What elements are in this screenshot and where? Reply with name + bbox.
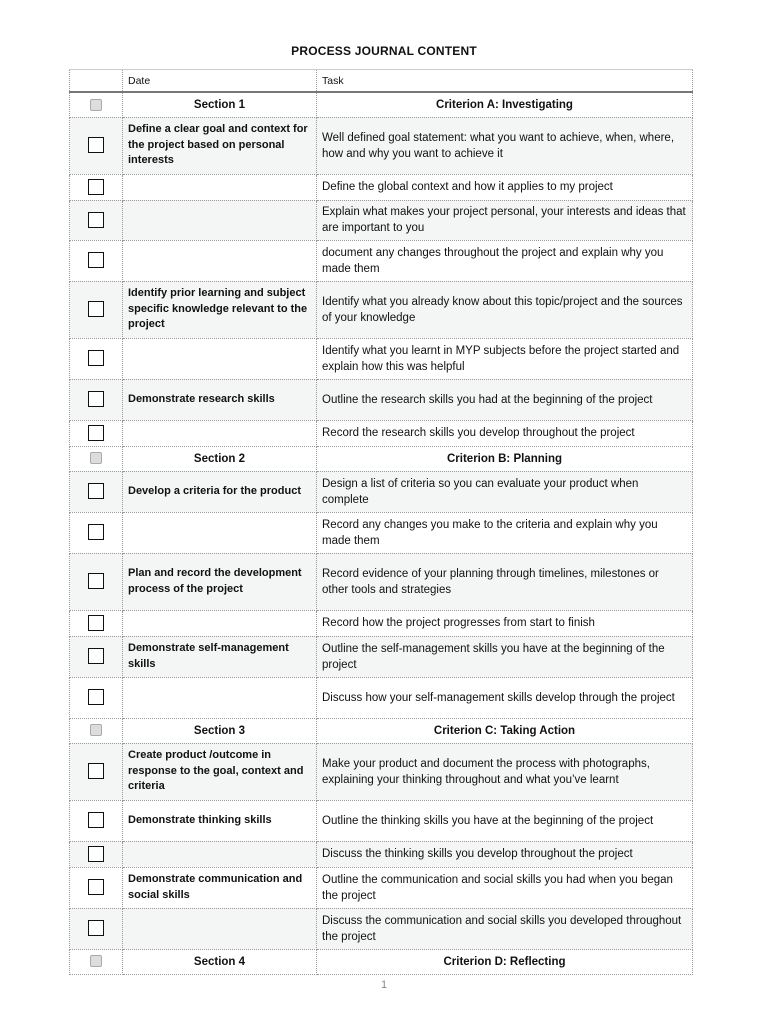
date-cell (123, 677, 317, 718)
checkbox-cell (70, 92, 123, 117)
task-cell: document any changes throughout the project and explain why you made them (317, 240, 693, 281)
date-cell: Demonstrate communication and social skills (123, 867, 317, 908)
task-cell: Outline the research skills you had at the beginning of the project (317, 379, 693, 420)
table-row (70, 174, 693, 200)
task-checkbox[interactable] (88, 763, 104, 779)
task-cell: Record how the project progresses from start to finish (317, 610, 693, 636)
date-cell: Define a clear goal and context for the project based on personal interests (123, 117, 317, 174)
header-task: Task (317, 70, 693, 93)
task-cell: Explain what makes your project personal, your interests and ideas that are important to you (317, 200, 693, 240)
date-cell (123, 200, 317, 240)
task-checkbox[interactable] (88, 391, 104, 407)
criterion-label: Criterion A: Investigating (317, 92, 693, 117)
date-cell (123, 512, 317, 553)
task-cell: Discuss the communication and social skills you developed throughout the project (317, 908, 693, 949)
date-cell (123, 338, 317, 379)
date-cell: Identify prior learning and subject specific knowledge relevant to the project (123, 281, 317, 338)
section-label: Section 1 (123, 92, 317, 117)
criterion-label: Criterion B: Planning (317, 446, 693, 471)
checkbox-cell (70, 379, 123, 420)
criterion-label: Criterion C: Taking Action (317, 718, 693, 743)
table-header-row (70, 70, 693, 93)
page-title: PROCESS JOURNAL CONTENT (291, 44, 477, 58)
section-checkbox[interactable] (90, 724, 102, 736)
checkbox-cell (70, 174, 123, 200)
task-checkbox[interactable] (88, 846, 104, 862)
checkbox-cell (70, 677, 123, 718)
checkbox-cell (70, 338, 123, 379)
table-row (70, 743, 693, 800)
checkbox-cell (70, 471, 123, 512)
task-checkbox[interactable] (88, 573, 104, 589)
table-row (70, 420, 693, 446)
table-row (70, 841, 693, 867)
checkbox-cell (70, 512, 123, 553)
date-cell: Demonstrate research skills (123, 379, 317, 420)
table-row (70, 553, 693, 610)
header-check-cell (70, 70, 123, 93)
checkbox-cell (70, 743, 123, 800)
checkbox-cell (70, 867, 123, 908)
checkbox-cell (70, 446, 123, 471)
section-checkbox[interactable] (90, 99, 102, 111)
task-checkbox[interactable] (88, 648, 104, 664)
section-row (70, 718, 693, 743)
table-row (70, 200, 693, 240)
date-cell (123, 240, 317, 281)
section-row (70, 92, 693, 117)
task-cell: Identify what you already know about this topic/project and the sources of your knowledge (317, 281, 693, 338)
task-checkbox[interactable] (88, 301, 104, 317)
task-checkbox[interactable] (88, 252, 104, 268)
criterion-label: Criterion D: Reflecting (317, 949, 693, 974)
task-cell: Record evidence of your planning through timelines, milestones or other tools and strategies (317, 553, 693, 610)
task-checkbox[interactable] (88, 879, 104, 895)
section-label: Section 4 (123, 949, 317, 974)
table-row (70, 471, 693, 512)
task-checkbox[interactable] (88, 524, 104, 540)
task-cell: Define the global context and how it applies to my project (317, 174, 693, 200)
checkbox-cell (70, 908, 123, 949)
section-checkbox[interactable] (90, 955, 102, 967)
date-cell: Develop a criteria for the product (123, 471, 317, 512)
table-row (70, 117, 693, 174)
checkbox-cell (70, 610, 123, 636)
checkbox-cell (70, 200, 123, 240)
checkbox-cell (70, 949, 123, 974)
checkbox-cell (70, 553, 123, 610)
table-row (70, 636, 693, 677)
table-row (70, 908, 693, 949)
task-checkbox[interactable] (88, 425, 104, 441)
task-cell: Discuss the thinking skills you develop throughout the project (317, 841, 693, 867)
section-label: Section 3 (123, 718, 317, 743)
table-row (70, 379, 693, 420)
section-row (70, 446, 693, 471)
task-checkbox[interactable] (88, 920, 104, 936)
date-cell: Demonstrate self-management skills (123, 636, 317, 677)
task-cell: Well defined goal statement: what you want to achieve, when, where, how and why you want to achieve it (317, 117, 693, 174)
date-cell (123, 610, 317, 636)
date-cell (123, 174, 317, 200)
table-row (70, 610, 693, 636)
page-number: 1 (380, 979, 388, 991)
task-cell: Identify what you learnt in MYP subjects before the project started and explain how this was helpful (317, 338, 693, 379)
task-cell: Outline the communication and social skills you had when you began the project (317, 867, 693, 908)
table-row (70, 677, 693, 718)
table-row (70, 338, 693, 379)
checkbox-cell (70, 718, 123, 743)
date-cell: Create product /outcome in response to the goal, context and criteria (123, 743, 317, 800)
task-checkbox[interactable] (88, 812, 104, 828)
checkbox-cell (70, 117, 123, 174)
date-cell (123, 420, 317, 446)
table-row (70, 512, 693, 553)
task-cell: Design a list of criteria so you can evaluate your product when complete (317, 471, 693, 512)
task-cell: Record the research skills you develop throughout the project (317, 420, 693, 446)
task-checkbox[interactable] (88, 689, 104, 705)
section-label: Section 2 (123, 446, 317, 471)
date-cell: Plan and record the development process of the project (123, 553, 317, 610)
task-checkbox[interactable] (88, 137, 104, 153)
checkbox-cell (70, 800, 123, 841)
date-cell (123, 908, 317, 949)
task-cell: Outline the thinking skills you have at the beginning of the project (317, 800, 693, 841)
table-row (70, 240, 693, 281)
task-cell: Record any changes you make to the criteria and explain why you made them (317, 512, 693, 553)
checkbox-cell (70, 420, 123, 446)
task-checkbox[interactable] (88, 212, 104, 228)
checkbox-cell (70, 841, 123, 867)
table-row (70, 800, 693, 841)
section-checkbox[interactable] (90, 452, 102, 464)
date-cell: Demonstrate thinking skills (123, 800, 317, 841)
date-cell (123, 841, 317, 867)
checkbox-cell (70, 240, 123, 281)
checkbox-cell (70, 281, 123, 338)
section-row (70, 949, 693, 974)
header-date: Date (123, 70, 317, 93)
checkbox-cell (70, 636, 123, 677)
task-checkbox[interactable] (88, 179, 104, 195)
task-cell: Discuss how your self-management skills develop through the project (317, 677, 693, 718)
table-row (70, 867, 693, 908)
table-row (70, 281, 693, 338)
task-checkbox[interactable] (88, 350, 104, 366)
task-checkbox[interactable] (88, 483, 104, 499)
task-checkbox[interactable] (88, 615, 104, 631)
task-cell: Make your product and document the process with photographs, explaining your thinking throughout and what you’ve learnt (317, 743, 693, 800)
task-cell: Outline the self-management skills you have at the beginning of the project (317, 636, 693, 677)
journal-table (69, 69, 693, 975)
